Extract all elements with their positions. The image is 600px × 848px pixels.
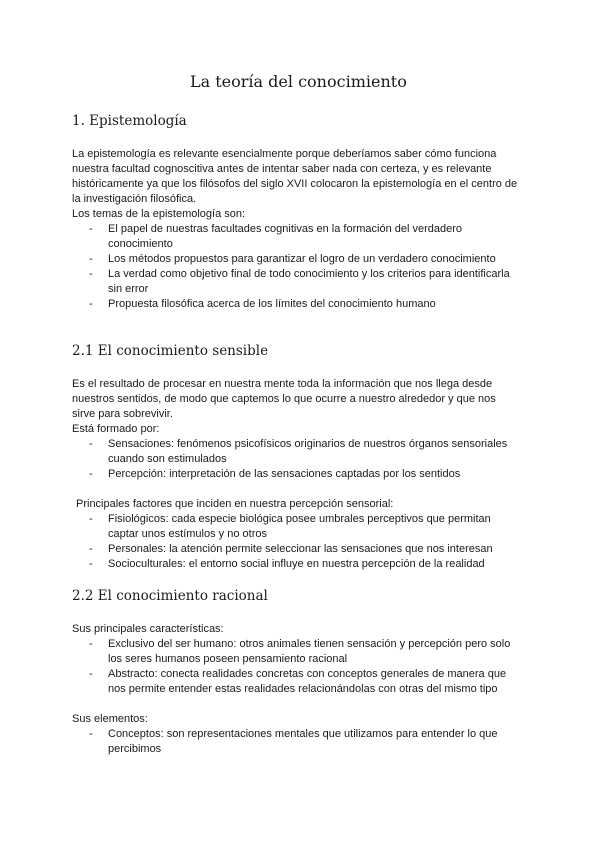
list-dash: - bbox=[89, 543, 93, 555]
list-dash: - bbox=[89, 558, 93, 570]
list-dash: - bbox=[89, 438, 93, 450]
paragraph-line: Sus principales características: bbox=[72, 623, 224, 635]
paragraph-line: Es el resultado de procesar en nuestra mente toda la información que nos llega desde bbox=[72, 378, 493, 390]
section-heading-epistemologia: 1. Epistemología bbox=[72, 113, 187, 129]
list-dash: - bbox=[89, 253, 93, 265]
paragraph-line: históricamente ya que los filósofos del siglo XVII colocaron la epistemología en el centro de bbox=[72, 178, 518, 190]
list-dash: - bbox=[89, 668, 93, 680]
paragraph-line: La epistemología es relevante esencialmente porque deberíamos saber cómo funciona bbox=[72, 148, 497, 160]
paragraph-line: Sus elementos: bbox=[72, 713, 148, 725]
list-dash: - bbox=[89, 728, 93, 740]
paragraph-line: Principales factores que inciden en nuestra percepción sensorial: bbox=[76, 498, 394, 510]
list-dash: - bbox=[89, 298, 93, 310]
list-dash: - bbox=[89, 268, 93, 280]
list-dash: - bbox=[89, 468, 93, 480]
paragraph-line: Los temas de la epistemología son: bbox=[72, 208, 246, 220]
list-dash: - bbox=[89, 513, 93, 525]
paragraph-line: nuestros sentidos, de modo que captemos lo que ocurre a nuestro alrededor y que nos bbox=[72, 393, 496, 405]
paragraph-line: la investigación filosófica. bbox=[72, 193, 197, 205]
page-title: La teoría del conocimiento bbox=[190, 72, 407, 91]
list-dash: - bbox=[89, 223, 93, 235]
paragraph-line: Está formado por: bbox=[72, 423, 160, 435]
paragraph-line: nuestra facultad cognoscitiva antes de intentar saber nada con certeza, y es relevante bbox=[72, 163, 492, 175]
paragraph-line: sirve para sobrevivir. bbox=[72, 408, 173, 420]
list-dash: - bbox=[89, 638, 93, 650]
section-heading-conocimiento-sensible: 2.1 El conocimiento sensible bbox=[72, 343, 269, 359]
section-heading-conocimiento-racional: 2.2 El conocimiento racional bbox=[72, 588, 268, 604]
